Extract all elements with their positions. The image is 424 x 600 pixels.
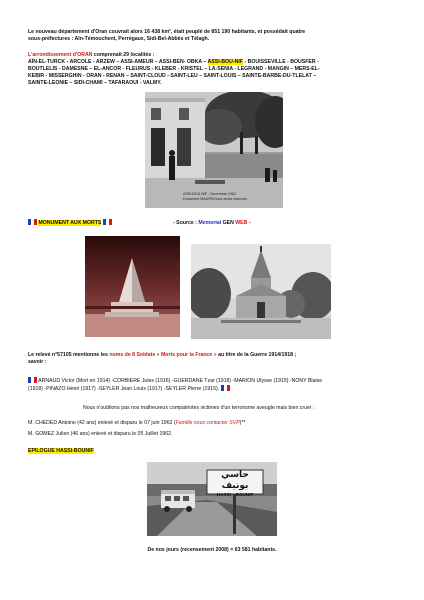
french-flag-icon <box>103 219 112 225</box>
releve-line-2: savoir : <box>28 359 47 365</box>
source-label: - Source : <box>173 220 199 226</box>
monument-title: MONUMENT AUX MORTS <box>38 220 102 226</box>
soldiers-line-1 <box>28 377 408 385</box>
monument-photo <box>85 236 180 337</box>
church-image <box>191 244 331 339</box>
soldiers-text-1: ARNAUD Victor (Mort en 1914) -CORBIERE Jules (1916) -GUERDANE Tzar (1918) -MARION Ulysse (1915) -NONY Blaise <box>38 378 323 384</box>
arrondissement-label: L'arrondissement d'ORAN <box>28 52 93 58</box>
memorial-link[interactable]: Memorial <box>198 220 222 226</box>
sign-arabic: حاسي بونيف <box>221 470 249 491</box>
localities-text: - BOUISSEVILLE - BOUSFER - <box>243 59 319 65</box>
intro-line-1: Le nouveau département d'Oran couvrait alors 16 438 km², était peuplé de 851 190 habitants, et possédait quatre <box>28 29 306 35</box>
monument-image <box>85 236 180 337</box>
cheded-end: )** <box>239 420 246 426</box>
road-sign-photo <box>147 462 277 536</box>
assi-bou-nif-photo <box>145 92 283 208</box>
localities-line-3: KEBIR - MISSERGHIN - ORAN - RENAN – SAINT-CLOUD - SAINT-LEU – SAINT-LOUIS – SAINTE-BARBE-DU-TLELAT – <box>28 73 317 79</box>
population-footer: De nos jours (recensement 2008) = 63 581 habitants. <box>147 547 277 553</box>
releve-section <box>28 352 408 366</box>
sign-text <box>207 470 263 498</box>
localities-line-1 <box>28 59 408 66</box>
street-scene-image <box>145 92 283 208</box>
gomez-line: M. GOMEZ Julien (46 ans) enlevé et disparu le 05 Juillet 1962. <box>28 431 173 437</box>
epilogue-title: EPILOGUE HASSI-BOUNIF <box>28 448 94 454</box>
arrondissement-section <box>28 52 408 87</box>
french-flag-icon <box>221 385 230 391</box>
source-line <box>173 220 251 227</box>
localities-line-2: BOUTLELIS - DAMESNE – EL-ANCOR - FLEURUS - KLEBER - KRISTEL – LA-SENIA - LEGRAND - MANGIN – MERS-EL- <box>28 66 320 72</box>
french-flag-icon <box>28 219 37 225</box>
soldiers-link[interactable]: noms de 8 Soldats « Morts pour la France » <box>109 352 217 358</box>
arrondissement-rest: comprenait 29 localités : <box>92 52 155 58</box>
soldiers-list <box>28 377 408 393</box>
highlighted-locality: ASSI-BOU-NIF <box>207 59 243 65</box>
localities-line-4: SAINTE-LEONIE – SIDI-CHAMI – TAFARAOUI - VALMY. <box>28 80 162 86</box>
memory-line: Nous n'oublions pas nos malheureux compatriotes victimes d'un terrorisme aveugle mais bien cruel : <box>83 405 314 411</box>
photo-caption-line-1: ASSI-BOU-NIF - Novembre 1962 <box>183 192 236 196</box>
web-link[interactable]: WEB <box>235 220 248 226</box>
source-end: - <box>247 220 251 226</box>
epilogue-heading <box>28 448 94 455</box>
source-gen: GEN <box>221 220 236 226</box>
soldiers-text-2: (1918) -PINAZO Henri (1917) -SEYLER Jean Louis (1917) -SEYLER Pierre (1915). <box>28 386 220 392</box>
soldiers-line-2 <box>28 385 408 393</box>
photo-caption <box>183 192 247 201</box>
contact-family-link[interactable]: Famille nous contacter SVP <box>175 420 240 426</box>
cheded-line <box>28 420 408 427</box>
photo-caption-line-2: Document MAURIN tous droits réservés <box>183 196 247 201</box>
releve-text: Le relevé n°57105 mentionne les <box>28 352 110 358</box>
french-flag-icon <box>28 377 37 383</box>
church-photo <box>191 244 331 339</box>
cheded-text: M. CHEDED Antoine (42 ans) enlevé et disparu le 07 juin 1962 ( <box>28 420 176 426</box>
releve-line-1 <box>28 352 408 359</box>
intro-text <box>28 29 408 43</box>
sign-latin: HASSI BOUNIF <box>216 492 253 497</box>
arrondissement-heading <box>28 52 408 59</box>
releve-text: au titre de la Guerre 1914/1918 ; <box>216 352 297 358</box>
localities-text: AÏN-EL-TURCK - ARCOLE - ARZEW – ASSI-AMEUR – ASSI-BEN- OBKA – <box>28 59 208 65</box>
intro-line-2: sous-préfectures : Aïn-Témouchent, Perrégaux, Sidi-Bel-Abbès et Télagh. <box>28 36 210 42</box>
